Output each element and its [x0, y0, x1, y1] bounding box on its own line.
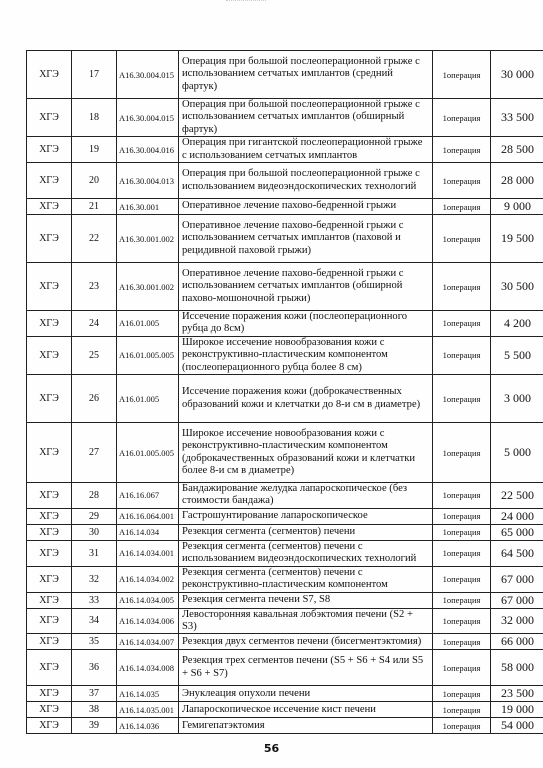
- department-cell: ХГЭ: [27, 566, 72, 592]
- unit-cell: 1операция: [433, 702, 491, 718]
- unit-cell: 1операция: [433, 718, 491, 734]
- service-code-cell: A16.14.034.005: [117, 592, 179, 608]
- row-number-cell: 32: [72, 566, 117, 592]
- service-code-cell: A16.14.034: [117, 524, 179, 540]
- department-cell: ХГЭ: [27, 137, 72, 163]
- row-number-cell: 25: [72, 336, 117, 374]
- service-code-cell: A16.14.034.002: [117, 566, 179, 592]
- row-number-cell: 29: [72, 508, 117, 524]
- price-cell: 9 000: [491, 199, 543, 215]
- table-row: [27, 566, 543, 592]
- service-code-cell: A16.30.001: [117, 199, 179, 215]
- service-name-cell: Лапароскопическое иссечение кист печени: [179, 702, 433, 718]
- service-name-cell: Иссечение поражения кожи (послеоперационного рубца до 8см): [179, 311, 433, 337]
- price-cell: 58 000: [491, 650, 543, 686]
- unit-cell: 1операция: [433, 540, 491, 566]
- page-number: 56: [263, 742, 280, 755]
- price-cell: 22 500: [491, 483, 543, 509]
- table-row: [27, 51, 543, 99]
- service-code-cell: A16.14.035: [117, 686, 179, 702]
- price-cell: 3 000: [491, 375, 543, 423]
- table-row: [27, 263, 543, 311]
- unit-cell: 1операция: [433, 592, 491, 608]
- unit-cell: 1операция: [433, 423, 491, 483]
- service-code-cell: A16.30.004.016: [117, 137, 179, 163]
- price-cell: 54 000: [491, 718, 543, 734]
- department-cell: ХГЭ: [27, 423, 72, 483]
- price-cell: 64 500: [491, 540, 543, 566]
- price-cell: 24 000: [491, 508, 543, 524]
- unit-cell: 1операция: [433, 99, 491, 137]
- service-name-cell: Резекция сегмента (сегментов) печени: [179, 524, 433, 540]
- department-cell: ХГЭ: [27, 592, 72, 608]
- service-code-cell: A16.14.034.001: [117, 540, 179, 566]
- price-cell: 19 000: [491, 702, 543, 718]
- row-number-cell: 22: [72, 215, 117, 263]
- row-number-cell: 38: [72, 702, 117, 718]
- price-cell: 5 500: [491, 336, 543, 374]
- department-cell: ХГЭ: [27, 718, 72, 734]
- row-number-cell: 19: [72, 137, 117, 163]
- price-cell: 5 000: [491, 423, 543, 483]
- price-cell: 4 200: [491, 311, 543, 337]
- unit-cell: 1операция: [433, 634, 491, 650]
- row-number-cell: 17: [72, 51, 117, 99]
- row-number-cell: 35: [72, 634, 117, 650]
- service-code-cell: A16.16.067: [117, 483, 179, 509]
- unit-cell: 1операция: [433, 215, 491, 263]
- department-cell: ХГЭ: [27, 524, 72, 540]
- price-cell: 33 500: [491, 99, 543, 137]
- row-number-cell: 37: [72, 686, 117, 702]
- department-cell: ХГЭ: [27, 375, 72, 423]
- service-code-cell: A16.01.005.005: [117, 336, 179, 374]
- scan-mark: [226, 0, 266, 5]
- unit-cell: 1операция: [433, 508, 491, 524]
- table-row: [27, 524, 543, 540]
- service-code-cell: A16.30.004.015: [117, 99, 179, 137]
- row-number-cell: 23: [72, 263, 117, 311]
- department-cell: ХГЭ: [27, 311, 72, 337]
- service-name-cell: Операция при большой послеоперационной грыже с использованием видеоэндоскопических технологий: [179, 163, 433, 199]
- table-row: [27, 540, 543, 566]
- service-code-cell: A16.01.005: [117, 311, 179, 337]
- price-cell: 23 500: [491, 686, 543, 702]
- service-name-cell: Иссечение поражения кожи (доброкачественных образований кожи и клетчатки до 8-и см в диаметре): [179, 375, 433, 423]
- row-number-cell: 30: [72, 524, 117, 540]
- department-cell: ХГЭ: [27, 99, 72, 137]
- unit-cell: 1операция: [433, 483, 491, 509]
- table-row: [27, 508, 543, 524]
- unit-cell: 1операция: [433, 163, 491, 199]
- table-row: [27, 702, 543, 718]
- service-code-cell: A16.14.034.008: [117, 650, 179, 686]
- service-code-cell: A16.30.004.013: [117, 163, 179, 199]
- service-name-cell: Оперативное лечение пахово-бедренной грыжи с использованием сетчатых имплантов (паховой и рецидивной паховой грыжи): [179, 215, 433, 263]
- unit-cell: 1операция: [433, 686, 491, 702]
- price-list-table: [26, 50, 543, 734]
- price-cell: 66 000: [491, 634, 543, 650]
- service-code-cell: A16.01.005.005: [117, 423, 179, 483]
- table-row: [27, 423, 543, 483]
- unit-cell: 1операция: [433, 311, 491, 337]
- service-name-cell: Энуклеация опухоли печени: [179, 686, 433, 702]
- service-name-cell: Бандажирование желудка лапароскопическое (без стоимости бандажа): [179, 483, 433, 509]
- table-row: [27, 592, 543, 608]
- row-number-cell: 31: [72, 540, 117, 566]
- service-name-cell: Операция при большой послеоперационной грыже с использованием сетчатых имплантов (средний фартук): [179, 51, 433, 99]
- table-row: [27, 311, 543, 337]
- service-name-cell: Резекция сегмента (сегментов) печени с использованием видеоэндоскопических технологий: [179, 540, 433, 566]
- price-cell: 67 000: [491, 592, 543, 608]
- service-code-cell: A16.14.034.006: [117, 608, 179, 634]
- unit-cell: 1операция: [433, 137, 491, 163]
- price-cell: 28 500: [491, 137, 543, 163]
- service-name-cell: Операция при гигантской послеоперационной грыже с использованием сетчатых имплантов: [179, 137, 433, 163]
- table-row: [27, 137, 543, 163]
- service-code-cell: A16.14.036: [117, 718, 179, 734]
- table-row: [27, 215, 543, 263]
- price-cell: 19 500: [491, 215, 543, 263]
- service-code-cell: A16.14.035.001: [117, 702, 179, 718]
- department-cell: ХГЭ: [27, 686, 72, 702]
- department-cell: ХГЭ: [27, 336, 72, 374]
- row-number-cell: 26: [72, 375, 117, 423]
- service-name-cell: Гемигепатэктомия: [179, 718, 433, 734]
- department-cell: ХГЭ: [27, 263, 72, 311]
- price-cell: 32 000: [491, 608, 543, 634]
- service-code-cell: A16.30.004.015: [117, 51, 179, 99]
- price-list-body: [27, 51, 543, 734]
- service-code-cell: A16.01.005: [117, 375, 179, 423]
- department-cell: ХГЭ: [27, 608, 72, 634]
- table-row: [27, 483, 543, 509]
- row-number-cell: 20: [72, 163, 117, 199]
- row-number-cell: 34: [72, 608, 117, 634]
- department-cell: ХГЭ: [27, 215, 72, 263]
- table-row: [27, 718, 543, 734]
- table-row: [27, 199, 543, 215]
- table-row: [27, 608, 543, 634]
- service-name-cell: Резекция сегмента печени S7, S8: [179, 592, 433, 608]
- service-code-cell: A16.16.064.001: [117, 508, 179, 524]
- row-number-cell: 24: [72, 311, 117, 337]
- service-code-cell: A16.30.001.002: [117, 263, 179, 311]
- table-row: [27, 336, 543, 374]
- department-cell: ХГЭ: [27, 163, 72, 199]
- department-cell: ХГЭ: [27, 634, 72, 650]
- price-cell: 67 000: [491, 566, 543, 592]
- row-number-cell: 21: [72, 199, 117, 215]
- service-name-cell: Резекция сегмента (сегментов) печени с реконструктивно-пластическим компонентом: [179, 566, 433, 592]
- unit-cell: 1операция: [433, 566, 491, 592]
- service-name-cell: Оперативное лечение пахово-бедренной грыжи с использованием сетчатых имплантов (обширной пахово-мошоночной грыжи): [179, 263, 433, 311]
- service-name-cell: Широкое иссечение новообразования кожи с реконструктивно-пластическим компонентом (доброкачественных образований кожи и клетчатки более 8-и см в диаметре): [179, 423, 433, 483]
- department-cell: ХГЭ: [27, 540, 72, 566]
- table-row: [27, 163, 543, 199]
- service-name-cell: Широкое иссечение новообразования кожи с реконструктивно-пластическим компонентом (послеоперационного рубца более 8 см): [179, 336, 433, 374]
- service-name-cell: Левосторонняя кавальная лобэктомия печени (S2 + S3): [179, 608, 433, 634]
- unit-cell: 1операция: [433, 608, 491, 634]
- table-row: [27, 650, 543, 686]
- row-number-cell: 36: [72, 650, 117, 686]
- service-name-cell: Операция при большой послеоперационной грыже с использованием сетчатых имплантов (обширный фартук): [179, 99, 433, 137]
- price-cell: 30 500: [491, 263, 543, 311]
- department-cell: ХГЭ: [27, 508, 72, 524]
- service-code-cell: A16.14.034.007: [117, 634, 179, 650]
- unit-cell: 1операция: [433, 524, 491, 540]
- unit-cell: 1операция: [433, 263, 491, 311]
- price-cell: 65 000: [491, 524, 543, 540]
- service-name-cell: Резекция двух сегментов печени (бисегментэктомия): [179, 634, 433, 650]
- unit-cell: 1операция: [433, 51, 491, 99]
- price-cell: 30 000: [491, 51, 543, 99]
- row-number-cell: 28: [72, 483, 117, 509]
- table-row: [27, 634, 543, 650]
- row-number-cell: 27: [72, 423, 117, 483]
- service-name-cell: Оперативное лечение пахово-бедренной грыжи: [179, 199, 433, 215]
- row-number-cell: 33: [72, 592, 117, 608]
- department-cell: ХГЭ: [27, 483, 72, 509]
- unit-cell: 1операция: [433, 650, 491, 686]
- unit-cell: 1операция: [433, 336, 491, 374]
- unit-cell: 1операция: [433, 375, 491, 423]
- table-row: [27, 99, 543, 137]
- row-number-cell: 18: [72, 99, 117, 137]
- department-cell: ХГЭ: [27, 702, 72, 718]
- table-row: [27, 686, 543, 702]
- row-number-cell: 39: [72, 718, 117, 734]
- department-cell: ХГЭ: [27, 199, 72, 215]
- service-name-cell: Гастрошунтирование лапароскопическое: [179, 508, 433, 524]
- unit-cell: 1операция: [433, 199, 491, 215]
- table-row: [27, 375, 543, 423]
- department-cell: ХГЭ: [27, 51, 72, 99]
- service-code-cell: A16.30.001.002: [117, 215, 179, 263]
- price-cell: 28 000: [491, 163, 543, 199]
- department-cell: ХГЭ: [27, 650, 72, 686]
- service-name-cell: Резекция трех сегментов печени (S5 + S6 + S4 или S5 + S6 + S7): [179, 650, 433, 686]
